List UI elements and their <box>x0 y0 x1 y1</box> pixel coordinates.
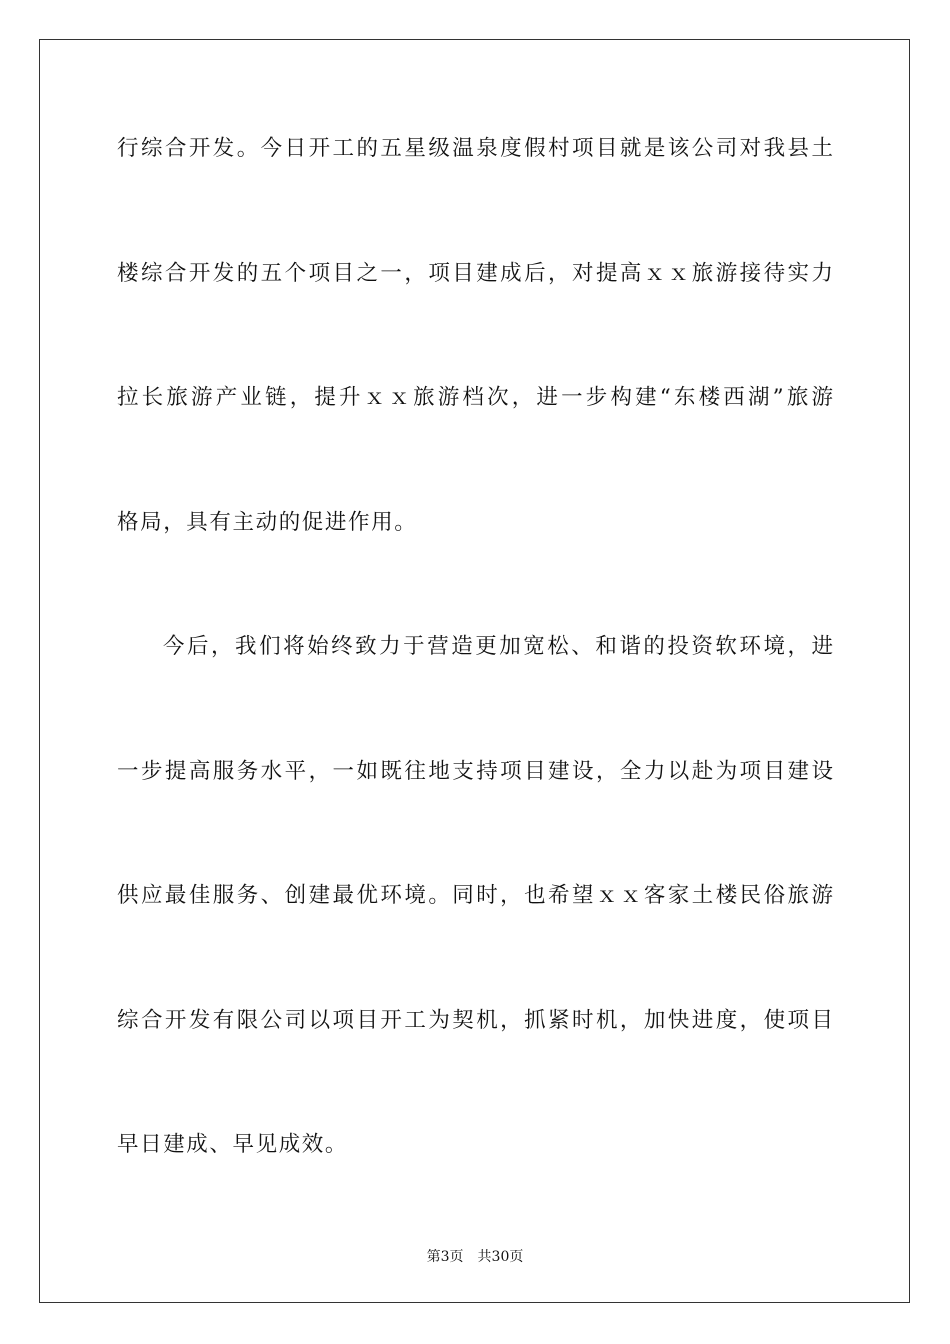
page-total: 共30页 <box>477 1249 524 1265</box>
page-border <box>39 39 910 1303</box>
paragraph-line-8: 综合开发有限公司以项目开工为契机，抓紧时机，加快进度，使项目 <box>117 1008 833 1033</box>
paragraph-line-2: 楼综合开发的五个项目之一，项目建成后，对提高ｘｘ旅游接待实力 <box>117 261 833 286</box>
paragraph-line-5: 今后，我们将始终致力于营造更加宽松、和谐的投资软环境，进 <box>163 634 833 659</box>
paragraph-line-4: 格局，具有主动的促进作用。 <box>117 510 418 535</box>
paragraph-line-1: 行综合开发。今日开工的五星级温泉度假村项目就是该公司对我县土 <box>117 136 833 161</box>
page-number: 第3页 <box>426 1249 464 1265</box>
paragraph-line-6: 一步提高服务水平，一如既往地支持项目建设，全力以赴为项目建设 <box>117 759 833 784</box>
paragraph-line-7: 供应最佳服务、创建最优环境。同时，也希望ｘｘ客家土楼民俗旅游 <box>117 883 833 908</box>
paragraph-line-9: 早日建成、早见成效。 <box>117 1132 349 1157</box>
page-footer <box>0 1248 950 1266</box>
paragraph-line-3: 拉长旅游产业链，提升ｘｘ旅游档次，进一步构建“东楼西湖”旅游 <box>117 385 833 410</box>
